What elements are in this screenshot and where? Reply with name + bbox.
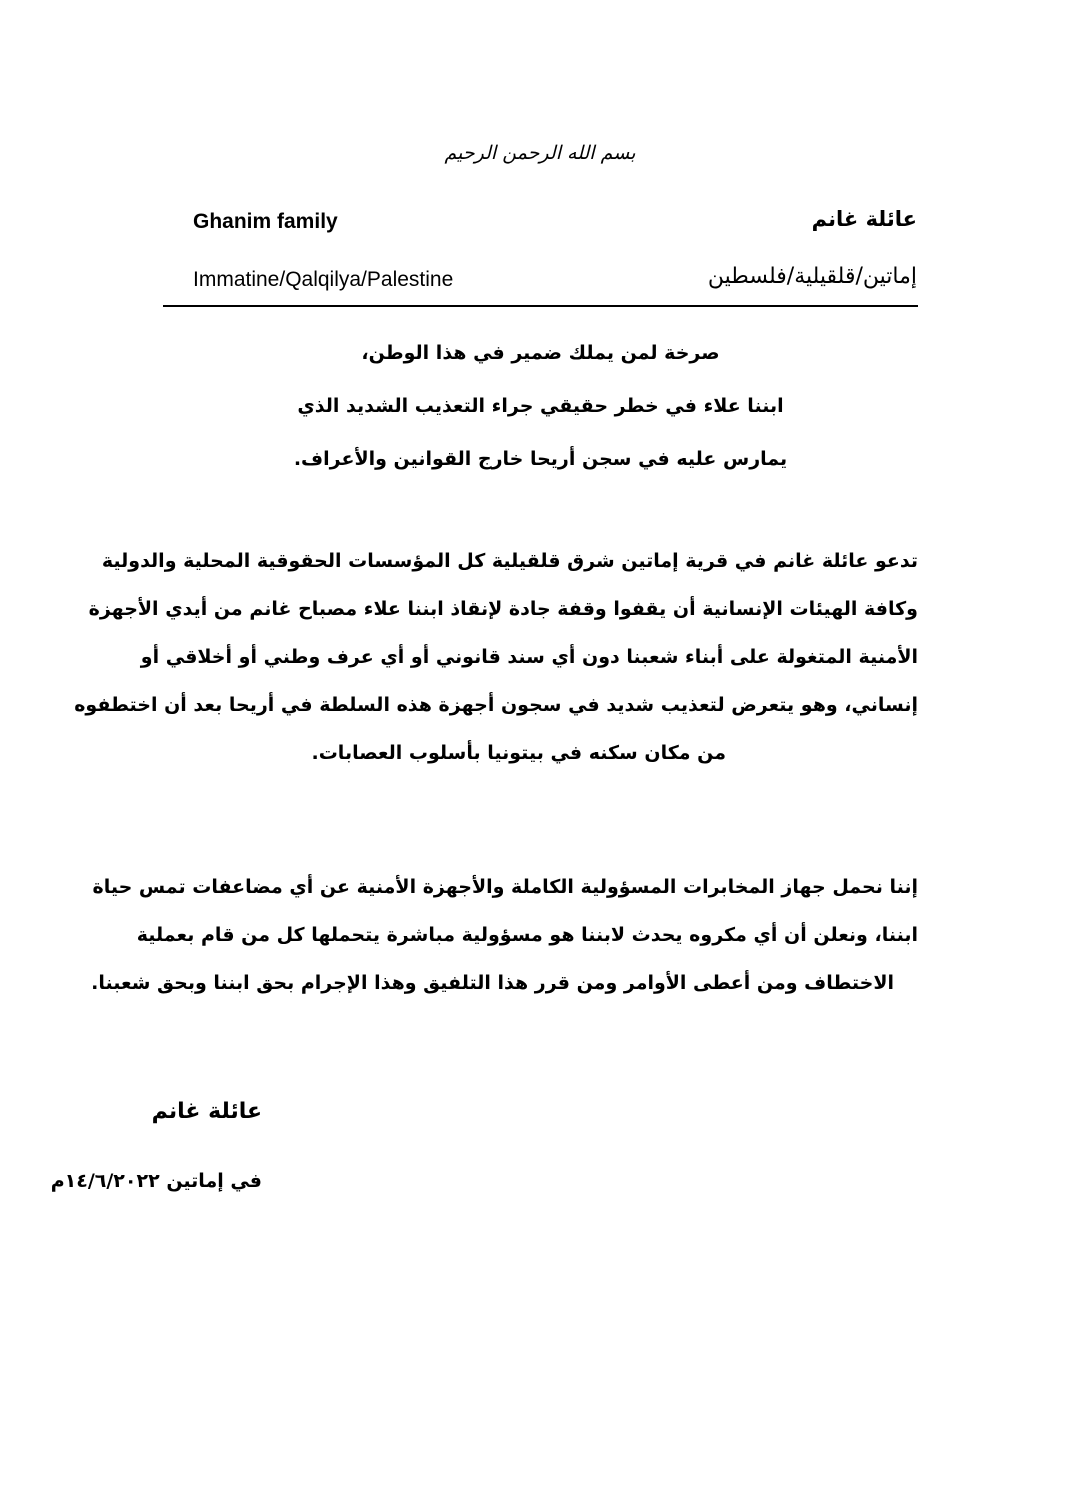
family-name-arabic: عائلة غانم — [811, 207, 917, 231]
appeal-line: صرخة لمن يملك ضمير في هذا الوطن، — [361, 342, 720, 364]
paragraph-line: الاختطاف ومن أعطى الأوامر ومن قرر هذا التلفيق وهذا الإجرام بحق ابننا وبحق شعبنا. — [91, 972, 894, 994]
signature-date: في إماتين ١٤/٦/٢٠٢٢م — [50, 1170, 262, 1192]
paragraph-line: تدعو عائلة غانم في قرية إماتين شرق قلقيلية كل المؤسسات الحقوقية المحلية والدولية — [101, 550, 918, 572]
signature-name: عائلة غانم — [151, 1099, 262, 1124]
body-paragraph-2 — [91, 863, 918, 1007]
paragraph-line: ابننا، ونعلن أن أي مكروه يحدث لابننا هو مسؤولية مباشرة يتحملها كل من قام بعملية — [136, 924, 918, 946]
appeal-line: ابننا علاء في خطر حقيقي جراء التعذيب الشديد الذي — [297, 395, 784, 417]
paragraph-line: إننا نحمل جهاز المخابرات المسؤولية الكاملة والأجهزة الأمنية عن أي مضاعفات تمس حياة — [92, 876, 918, 898]
paragraph-line: إنساني، وهو يتعرض لتعذيب شديد في سجون أجهزة هذه السلطة في أريحا بعد أن اختطفوه — [74, 694, 918, 716]
appeal-line: يمارس عليه في سجن أريحا خارج القوانين والأعراف. — [293, 448, 788, 470]
letterhead-divider — [163, 305, 918, 307]
paragraph-line: الأمنية المتغولة على أبناء شعبنا دون أي سند قانوني أو أي عرف وطني أو أخلاقي أو — [140, 646, 918, 668]
location-english: Immatine/Qalqilya/Palestine — [193, 268, 454, 291]
family-name-english: Ghanim family — [193, 210, 338, 233]
paragraph-line: من مكان سكنه في بيتونيا بأسلوب العصابات. — [311, 742, 726, 764]
appeal-heading — [163, 327, 918, 486]
paragraph-line: وكافة الهيئات الإنسانية أن يقفوا وقفة جادة لإنقاذ ابننا علاء مصباح غانم من أيدي الأجهزة — [88, 598, 918, 620]
location-arabic: إماتين/قلقيلية/فلسطين — [707, 264, 917, 289]
basmala-heading: بسم الله الرحمن الرحيم — [444, 142, 636, 164]
body-paragraph-1 — [74, 537, 918, 777]
